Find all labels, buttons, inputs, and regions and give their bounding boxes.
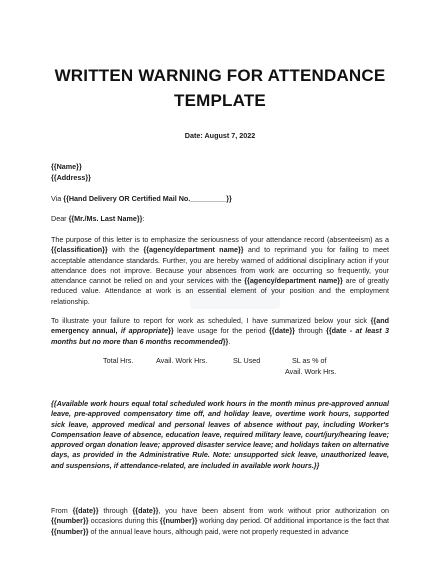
p4-c: through [98,506,133,515]
salutation [51,214,144,224]
col-avail-work-hrs: Avail. Work Hrs. [156,356,208,365]
dear-value: {{Mr./Ms. Last Name}} [68,214,143,223]
p4-e: , you have been absent from work without prior authorization on [158,506,389,515]
p1-e: and to reprimand you for failing to meet acceptable attendance standards. Further, you are hereby warned of additional disciplinary action if your attendance does not improve. Because your absences from work are occurring so frequently, your attendance cannot be relied on and your services with the [51,245,389,286]
p4-k: of the annual leave hours, although paid, were not properly requested in advance [88,526,349,536]
dear-suffix: : [142,214,145,223]
p1-a: The purpose of this letter is to emphasize the seriousness of your attendance record (absenteeism) as a [51,235,389,244]
via-value: {{Hand Delivery OR Certified Mail No._________}} [63,194,232,203]
paragraph-summary [51,316,389,347]
document-title-line2: TEMPLATE [174,91,266,110]
p4-d: {{date}} [132,506,159,515]
p2-e: leave usage for the period [173,326,269,336]
via-line [51,194,232,204]
p1-d: {{agency/department name}} [143,245,244,255]
recipient-address: {{Address}} [51,173,91,182]
p1-b: {{classification}} [51,245,108,255]
p2-g: through [294,326,327,336]
p2-i: at least 3 months but no more than 6 months recommended [51,326,390,346]
p4-g: occasions during this [88,516,160,526]
paragraph-purpose [51,235,389,307]
p2-k: . [228,336,231,346]
p1-f: {{agency/department name}} [244,276,343,286]
paragraph-absences [51,506,389,537]
via-prefix: Via [51,194,64,203]
col-sl-percent-line1: SL as % of [292,356,327,365]
p4-h: {{number}} [159,516,198,526]
p2-j: }} [222,336,229,346]
p2-c: if appropriate [120,326,169,336]
p4-i: working day period. Of additional importance is the fact that [197,516,389,526]
p4-j: {{number}} [51,526,89,536]
document-title-line1: WRITTEN WARNING FOR ATTENDANCE [54,66,386,85]
col-total-hrs: Total Hrs. [103,356,134,365]
dear-prefix: Dear [51,214,69,223]
recipient-name: {{Name}} [51,162,82,171]
p1-c: with the [107,245,144,255]
p2-d: }} [168,326,174,336]
p4-b: {{date}} [72,506,99,515]
p2-f: {{date}} [269,326,295,336]
p2-h: {{date - [326,326,356,336]
col-sl-used: SL Used [233,356,261,365]
p2-b: {{and emergency annual, [51,316,389,336]
p4-f: {{number}} [51,516,89,526]
p1-g: are of greatly reduced value. Attendance at work is an essential element of your position and the employment relationship. [51,276,389,306]
paragraph-available-hours-note: {{Available work hours equal total scheduled work hours in the month minus pre-approved annual leave, pre-approved compensatory time off, and holiday leave, overtime work hours, supported sick leave, approved medical and personal leaves of absence without pay, including Worker's Compensation leave of absence, education leave, required military leave, court/jury/hearing leave; approved organ donation leave; approved disaster service leave; and holidays taken on alternative days, as provided in the Administrative Rule. Note: unsupported sick leave, unauthorized leave, and suspensions, if attendance-related, are included in available work hours.}} [51,399,389,470]
letter-date: Date: August 7, 2022 [184,131,256,140]
col-sl-percent-line2: Avail. Work Hrs. [285,367,337,376]
p2-a: To illustrate your failure to report for work as scheduled, I have summarized below your sick [51,316,371,325]
p4-a: From [51,506,73,515]
